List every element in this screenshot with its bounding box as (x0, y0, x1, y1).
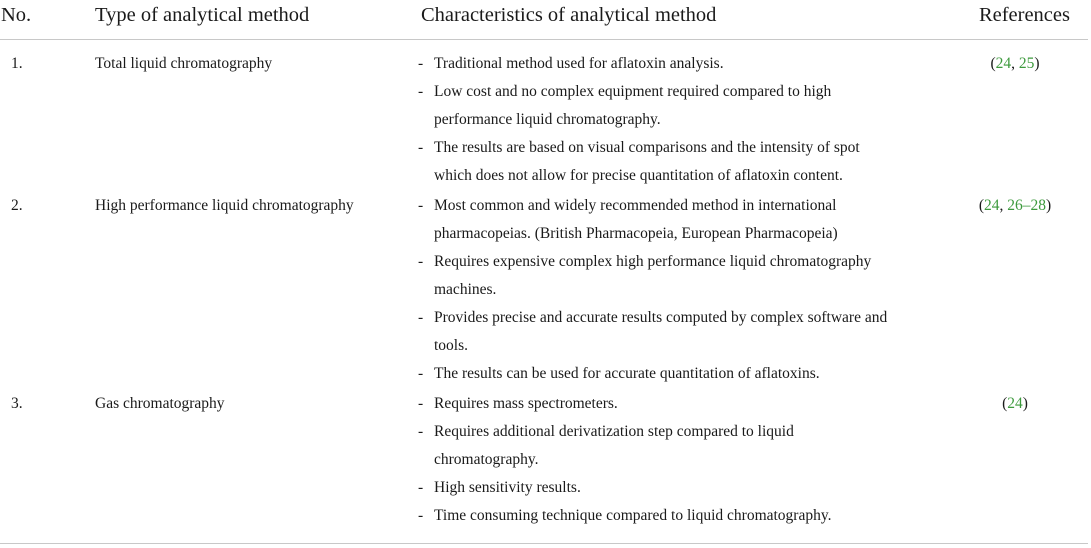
characteristic-item (418, 390, 908, 418)
row-1-number: 1. (11, 55, 23, 72)
bullet-dash: - (418, 55, 424, 72)
characteristic-line: tools. (434, 337, 469, 354)
row-1-characteristics (418, 50, 908, 190)
ref-paren-close: ) (1022, 395, 1028, 412)
characteristic-line: performance liquid chromatography. (434, 111, 661, 128)
row-2-number: 2. (11, 197, 23, 214)
characteristic-item (418, 304, 908, 360)
header-no: No. (1, 4, 32, 26)
citation-link[interactable]: 25 (1018, 55, 1035, 72)
characteristic-line: High sensitivity results. (434, 479, 581, 496)
characteristic-line: The results can be used for accurate quantitation of aflatoxins. (434, 365, 820, 382)
citation-link[interactable]: 24 (1007, 395, 1023, 412)
row-2-characteristics (418, 192, 908, 388)
header-characteristics: Characteristics of analytical method (421, 4, 717, 26)
characteristic-line: Requires expensive complex high performance liquid chromatography (434, 253, 872, 270)
row-3-characteristics (418, 390, 908, 530)
characteristic-line: Traditional method used for aflatoxin analysis. (434, 55, 724, 72)
characteristic-line: Requires mass spectrometers. (434, 395, 618, 412)
characteristic-line: The results are based on visual comparisons and the intensity of spot (434, 139, 860, 156)
bullet-dash: - (418, 139, 424, 156)
characteristic-line: machines. (434, 281, 497, 298)
row-3-number: 3. (11, 395, 23, 412)
bullet-dash: - (418, 395, 424, 412)
bullet-dash: - (418, 479, 424, 496)
header-references: References (978, 4, 1070, 26)
header-type: Type of analytical method (95, 4, 310, 26)
characteristic-item (418, 50, 908, 78)
characteristic-item (418, 134, 908, 190)
ref-separator: , (999, 197, 1008, 214)
row-1-references (960, 50, 1070, 78)
citation-link[interactable]: 24 (984, 197, 1000, 214)
bullet-dash: - (418, 423, 424, 440)
characteristic-line: Requires additional derivatization step compared to liquid (434, 423, 794, 440)
table-bottom-rule (0, 543, 1088, 544)
row-2-method: High performance liquid chromatography (95, 197, 354, 214)
characteristic-line: chromatography. (434, 451, 539, 468)
characteristic-line: pharmacopeias. (British Pharmacopeia, European Pharmacopeia) (434, 225, 838, 242)
bullet-dash: - (418, 83, 424, 100)
bullet-dash: - (418, 309, 424, 326)
row-2-references (960, 192, 1070, 220)
characteristic-line: Provides precise and accurate results computed by complex software and (434, 309, 888, 326)
ref-paren-close: ) (1034, 55, 1040, 72)
characteristic-item (418, 248, 908, 304)
ref-separator: , (1011, 55, 1019, 72)
bullet-dash: - (418, 365, 424, 382)
characteristic-item (418, 502, 908, 530)
characteristic-line: Low cost and no complex equipment required compared to high (434, 83, 832, 100)
row-3-method: Gas chromatography (95, 395, 225, 412)
bullet-dash: - (418, 507, 424, 524)
header-rule (0, 39, 1088, 40)
citation-link[interactable]: 26–28 (1007, 197, 1046, 214)
characteristic-line: Time consuming technique compared to liquid chromatography. (434, 507, 832, 524)
characteristic-line: Most common and widely recommended method in international (434, 197, 837, 214)
characteristic-line: which does not allow for precise quantitation of aflatoxin content. (434, 167, 843, 184)
citation-link[interactable]: 24 (995, 55, 1012, 72)
bullet-dash: - (418, 197, 424, 214)
characteristic-item (418, 474, 908, 502)
characteristic-item (418, 78, 908, 134)
row-1-method: Total liquid chromatography (95, 55, 273, 72)
characteristic-item (418, 360, 908, 388)
ref-paren-close: ) (1046, 197, 1052, 214)
row-3-references (960, 390, 1070, 418)
bullet-dash: - (418, 253, 424, 270)
characteristic-item (418, 418, 908, 474)
ref-paren-open: ( (990, 55, 996, 72)
ref-paren-open: ( (1002, 395, 1008, 412)
ref-paren-open: ( (978, 197, 984, 214)
characteristic-item (418, 192, 908, 248)
